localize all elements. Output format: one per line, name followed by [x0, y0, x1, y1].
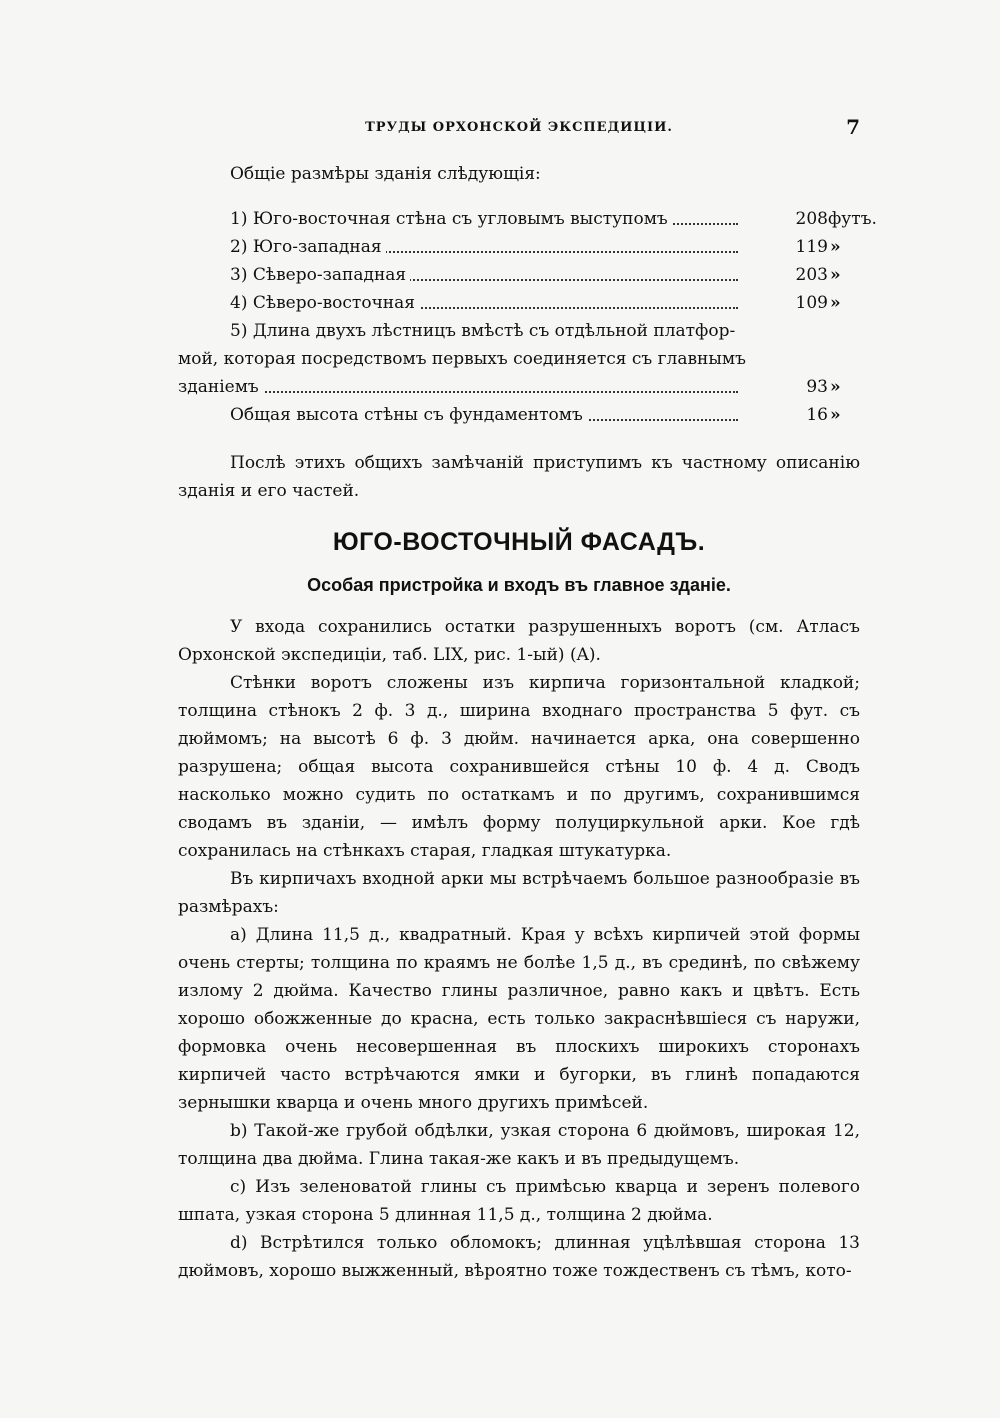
dimension-value: 16	[806, 405, 828, 425]
running-title: ТРУДЫ ОРХОНСКОЙ ЭКСПЕДИЦІИ.	[365, 120, 673, 135]
section-title: ЮГО-ВОСТОЧНЫЙ ФАСАДЪ.	[332, 528, 706, 556]
dimension-unit: »	[830, 377, 841, 397]
dimension-label: 3) Сѣверо-западная	[230, 261, 410, 289]
running-header	[178, 117, 860, 141]
dimension-unit: футъ.	[828, 209, 877, 229]
dimension-row	[178, 289, 860, 317]
dimension-row	[178, 233, 860, 261]
dimension-value: 203	[795, 265, 828, 285]
dimension-label: 1) Юго-восточная стѣна съ угловымъ выступомъ	[230, 205, 672, 233]
paragraph: c) Изъ зеленоватой глины съ примѣсью кварца и зеренъ полевого шпата, узкая сторона 5 длинная 11,5 д., толщина 2 дюйма.	[178, 1177, 860, 1225]
dimension-row	[178, 205, 877, 233]
transition-paragraph	[178, 449, 860, 505]
dimension-value: 109	[795, 293, 828, 313]
subsection-title: Особая пристройка и входъ въ главное зданіе.	[307, 575, 731, 595]
page-number: 7	[846, 115, 860, 139]
dimension-label: 2) Юго-западная	[230, 233, 386, 261]
dimension-unit: »	[830, 237, 841, 257]
dimension-unit: »	[830, 405, 841, 425]
paragraph: a) Длина 11,5 д., квадратный. Края у всѣхъ кирпичей этой формы очень стерты; толщина по краямъ не болѣе 1,5 д., въ срединѣ, по свѣжему излому 2 дюйма. Качество глины различное, равно какъ и цвѣтъ. Есть хорошо обожженные до красна, есть только закраснѣвшіеся съ наружи, формовка очень несовершенная въ плоскихъ широкихъ сторонахъ кирпичей часто встрѣчаются ямки и бугорки, въ глинѣ попадаются зернышки кварца и очень много другихъ примѣсей.	[178, 925, 860, 1113]
dimension-row	[178, 373, 860, 401]
paragraph: b) Такой-же грубой обдѣлки, узкая сторона 6 дюймовъ, широкая 12, толщина два дюйма. Глина такая-же какъ и въ предыдущемъ.	[178, 1121, 860, 1169]
paragraph-text: Послѣ этихъ общихъ замѣчаній приступимъ къ частному описанію зданія и его частей.	[178, 453, 860, 501]
dimensions-intro: Общіе размѣры зданія слѣдующія:	[230, 164, 541, 184]
stairs-line-2: мой, которая посредствомъ первыхъ соединяется съ главнымъ	[178, 349, 746, 369]
stairs-line-3: зданіемъ	[178, 373, 263, 401]
paragraph: Въ кирпичахъ входной арки мы встрѣчаемъ большое разнообразіе въ размѣрахъ:	[178, 869, 860, 917]
dimension-row	[178, 401, 860, 429]
stairs-entry	[178, 317, 860, 373]
stairs-line-1: 5) Длина двухъ лѣстницъ вмѣстѣ съ отдѣльной платфор-	[230, 321, 736, 341]
paragraph: d) Встрѣтился только обломокъ; длинная уцѣлѣвшая сторона 13 дюймовъ, хорошо выжженный, вѣроятно тоже тождественъ съ тѣмъ, кото-	[178, 1233, 860, 1281]
dimension-unit: »	[830, 265, 841, 285]
dimension-label: 4) Сѣверо-восточная	[230, 289, 419, 317]
dimension-value: 93	[806, 377, 828, 397]
dimension-label: Общая высота стѣны съ фундаментомъ	[230, 401, 587, 429]
dimension-value: 208	[795, 209, 828, 229]
paragraph: Стѣнки воротъ сложены изъ кирпича горизонтальной кладкой; толщина стѣнокъ 2 ф. 3 д., ширина входнаго пространства 5 фут. съ дюймомъ; на высотѣ 6 ф. 3 дюйм. начинается арка, она совершенно разрушена; общая высота сохранившейся стѣны 10 ф. 4 д. Сводъ насколько можно судить по остаткамъ и по другимъ, сохранившимся сводамъ въ зданіи, — имѣлъ форму полуциркульной арки. Кое гдѣ сохранилась на стѣнкахъ старая, гладкая штукатурка.	[178, 673, 860, 861]
paragraph: У входа сохранились остатки разрушенныхъ воротъ (см. Атласъ Орхонской экспедиціи, таб. LIX, рис. 1-ый) (A).	[178, 617, 860, 665]
dimension-unit: »	[830, 293, 841, 313]
dimension-row	[178, 261, 860, 289]
body-text	[178, 613, 860, 1285]
dimensions-list	[178, 205, 877, 429]
dimension-value: 119	[795, 237, 828, 257]
